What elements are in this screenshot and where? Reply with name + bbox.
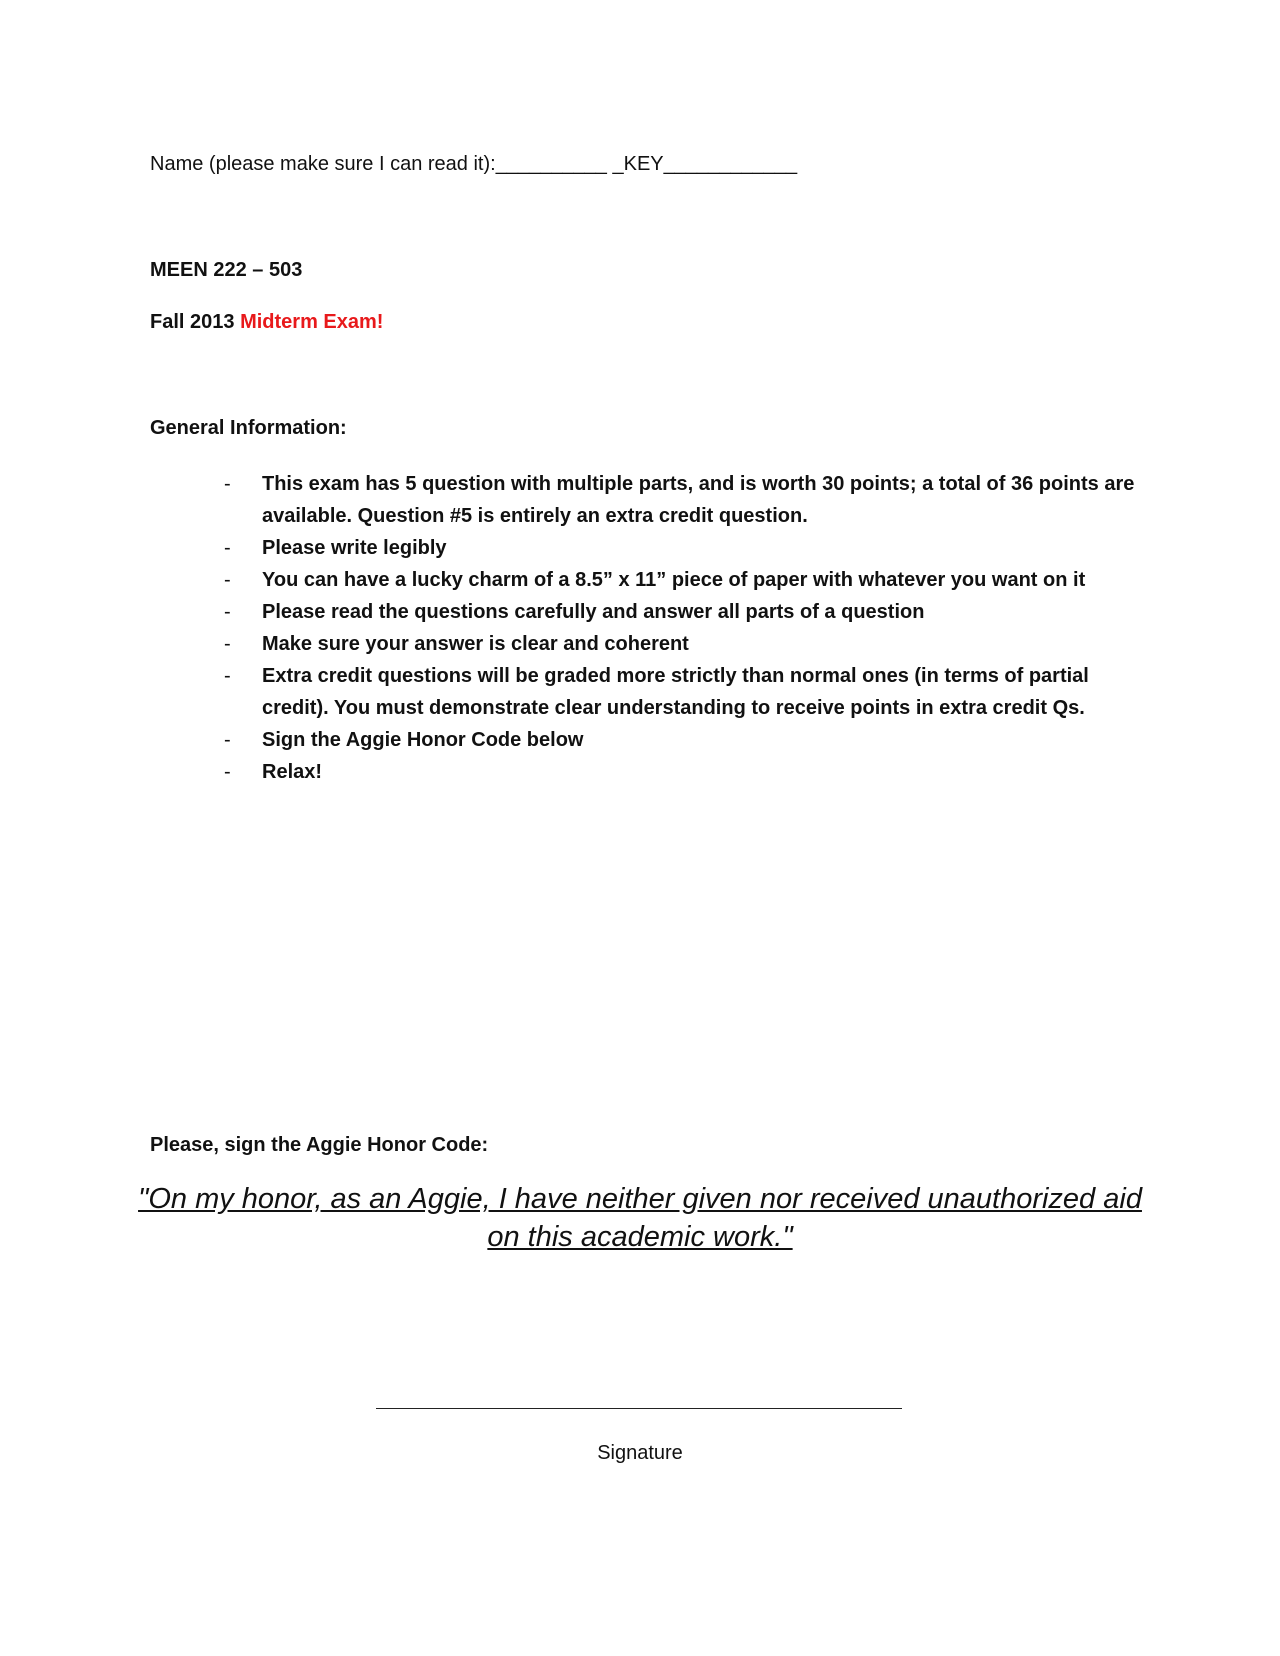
list-item [150,532,1150,564]
honor-code-heading: Please, sign the Aggie Honor Code: [150,1134,489,1156]
bullet-dash: - [224,761,231,783]
bullet-dash: - [224,633,231,655]
list-item-text: Relax! [262,761,323,783]
list-item-text: Please write legibly [262,537,447,559]
bullet-dash: - [224,569,231,591]
bullet-dash: - [224,665,231,687]
general-info-heading: General Information: [150,417,347,439]
exam-term: Fall 2013 [150,311,235,333]
bullet-dash: - [224,601,231,623]
name-label: Name (please make sure I can read it): [150,153,496,175]
list-item-text: You can have a lucky charm of a 8.5” x 11” piece of paper with whatever you want on it [262,569,1086,591]
list-item-text: Make sure your answer is clear and coherent [262,633,689,655]
list-item [150,596,1150,628]
list-item [150,660,1150,724]
exam-type: Midterm Exam! [240,311,384,333]
name-line [150,151,797,177]
list-item [150,564,1150,596]
bullet-dash: - [224,537,231,559]
list-item [150,724,1150,756]
exam-title [150,309,383,335]
bullet-dash: - [224,729,231,751]
signature-line[interactable] [376,1408,902,1409]
general-info-list [150,468,1150,788]
list-item-text: Sign the Aggie Honor Code below [262,729,584,751]
honor-code-quote: "On my honor, as an Aggie, I have neither given nor received unauthorized aid on this academic work." [138,1183,1142,1253]
list-item [150,468,1150,532]
list-item [150,756,1150,788]
list-item [150,628,1150,660]
signature-label: Signature [597,1442,683,1464]
bullet-dash: - [224,473,231,495]
list-item-text: This exam has 5 question with multiple parts, and is worth 30 points; a total of 36 points are available. Question #5 is entirely an extra credit question. [262,473,1135,527]
list-item-text: Please read the questions carefully and answer all parts of a question [262,601,925,623]
course-code: MEEN 222 – 503 [150,259,303,281]
list-item-text: Extra credit questions will be graded more strictly than normal ones (in terms of partial credit). You must demonstrate clear understanding to receive points in extra credit Qs. [262,665,1089,719]
name-value: __________ _KEY____________ [495,153,798,175]
